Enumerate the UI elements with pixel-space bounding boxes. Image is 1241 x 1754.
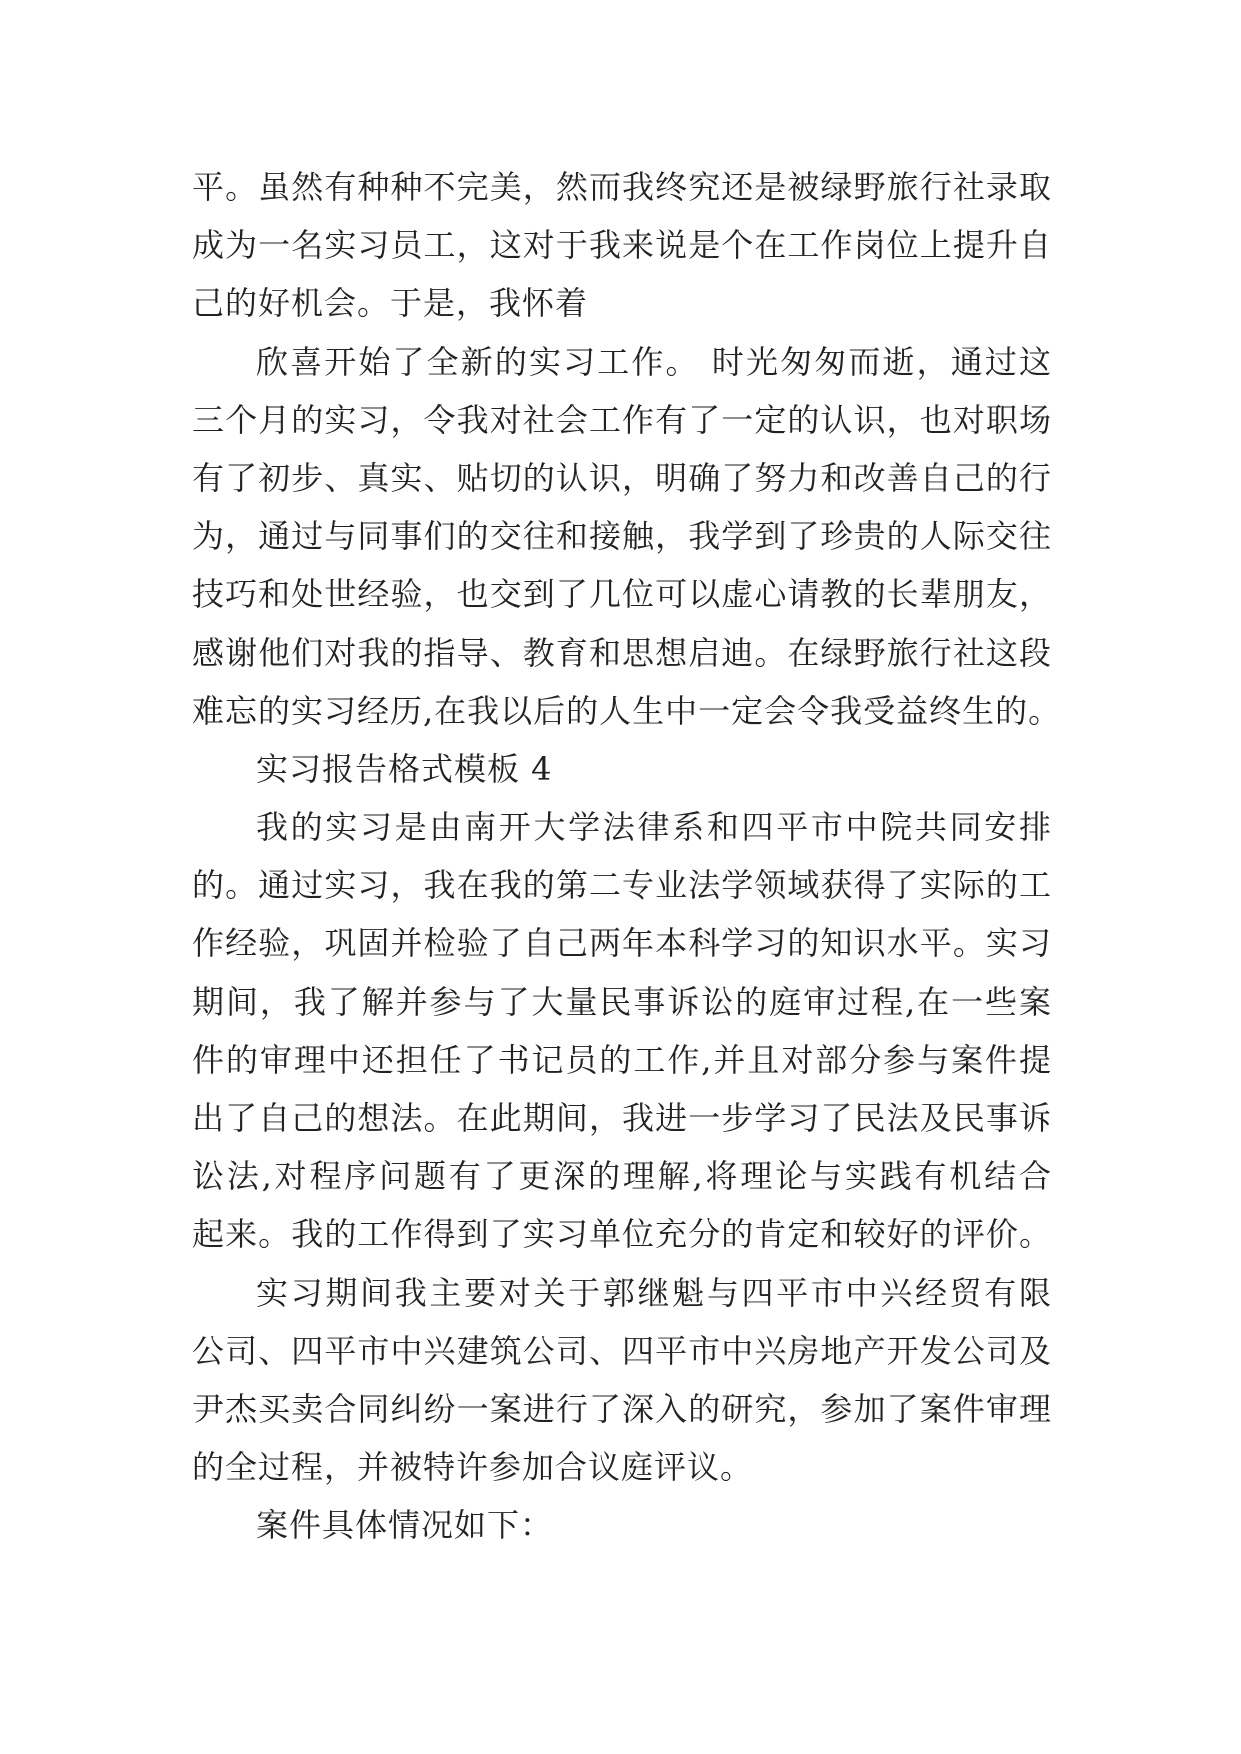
text-line: 技巧和处世经验，也交到了几位可以虚心请教的长辈朋友， xyxy=(192,575,1052,614)
text-line: 为，通过与同事们的交往和接触，我学到了珍贵的人际交往 xyxy=(192,517,1052,556)
text-line: 案件具体情况如下： xyxy=(256,1506,554,1545)
text-line: 难忘的实习经历,在我以后的人生中一定会令我受益终生的。 xyxy=(192,691,1062,730)
text-line: 起来。我的工作得到了实习单位充分的肯定和较好的评价。 xyxy=(192,1215,1052,1254)
text-line: 平。虽然有种种不完美，然而我终究还是被绿野旅行社录取 xyxy=(192,168,1052,206)
paragraph xyxy=(192,333,1062,740)
document-body xyxy=(192,158,1062,1555)
text-line: 的全过程，并被特许参加合议庭评议。 xyxy=(192,1448,754,1487)
text-line: 成为一名实习员工，这对于我来说是个在工作岗位上提升自 xyxy=(192,226,1052,265)
text-line: 件的审理中还担任了书记员的工作,并且对部分参与案件提 xyxy=(192,1040,1052,1079)
text-line: 的。通过实习，我在我的第二专业法学领域获得了实际的工 xyxy=(192,866,1052,905)
text-line: 作经验，巩固并检验了自己两年本科学习的知识水平。实习 xyxy=(192,924,1052,963)
text-line: 期间，我了解并参与了大量民事诉讼的庭审过程,在一些案 xyxy=(192,982,1052,1021)
text-line: 我的实习是由南开大学法律系和四平市中院共同安排 xyxy=(256,808,1052,847)
paragraph xyxy=(192,1496,1052,1554)
text-line: 实习期间我主要对关于郭继魁与四平市中兴经贸有限 xyxy=(256,1273,1052,1312)
paragraph xyxy=(192,798,1052,1264)
paragraph xyxy=(192,1264,1052,1497)
text-line: 己的好机会。于是，我怀着 xyxy=(192,284,589,323)
section-heading xyxy=(192,740,1052,798)
paragraph xyxy=(192,158,1052,333)
text-line: 欣喜开始了全新的实习工作。 时光匆匆而逝，通过这 xyxy=(256,342,1052,381)
text-line: 三个月的实习，令我对社会工作有了一定的认识，也对职场 xyxy=(192,400,1052,439)
heading-text: 实习报告格式模板 4 xyxy=(256,749,553,788)
text-line: 感谢他们对我的指导、教育和思想启迪。在绿野旅行社这段 xyxy=(192,633,1052,672)
text-line: 出了自己的想法。在此期间，我进一步学习了民法及民事诉 xyxy=(192,1099,1052,1137)
text-line: 讼法,对程序问题有了更深的理解,将理论与实践有机结合 xyxy=(192,1157,1052,1196)
text-line: 有了初步、真实、贴切的认识，明确了努力和改善自己的行 xyxy=(192,458,1052,497)
text-line: 尹杰买卖合同纠纷一案进行了深入的研究，参加了案件审理 xyxy=(192,1389,1052,1428)
text-line: 公司、四平市中兴建筑公司、四平市中兴房地产开发公司及 xyxy=(192,1331,1052,1370)
